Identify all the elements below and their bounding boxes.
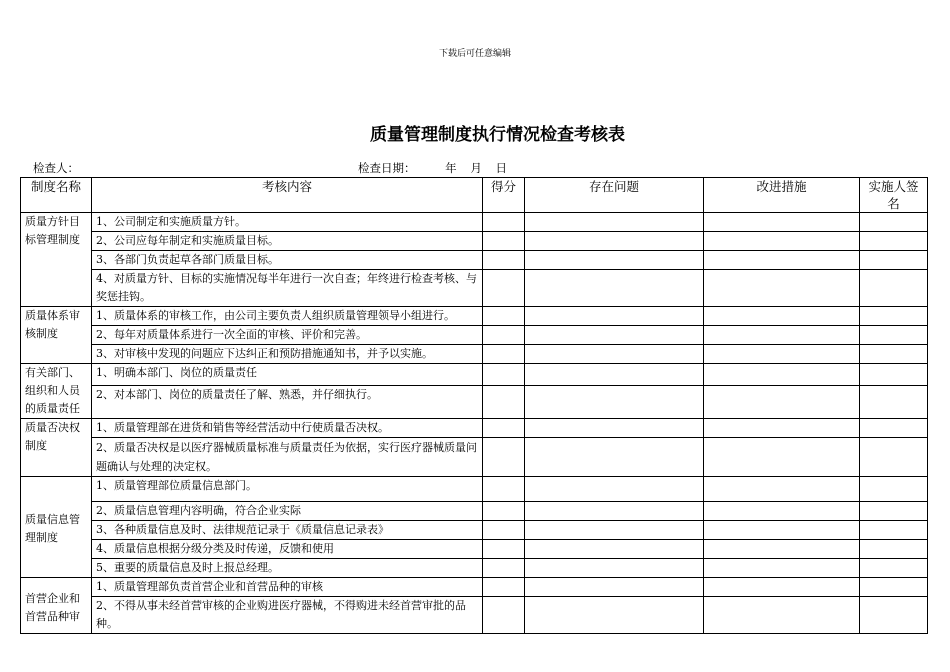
- improvements-cell[interactable]: [704, 597, 860, 634]
- content-item: 1、质量管理部位质量信息部门。: [92, 477, 483, 502]
- table-row: [21, 502, 928, 521]
- content-item: 3、各部门负责起草各部门质量目标。: [92, 251, 483, 270]
- problems-cell[interactable]: [525, 232, 704, 251]
- col-header-score: 得分: [483, 178, 525, 213]
- table-row: [21, 364, 928, 386]
- improvements-cell[interactable]: [704, 213, 860, 232]
- signature-cell[interactable]: [860, 307, 928, 326]
- score-cell[interactable]: [483, 540, 525, 559]
- score-cell[interactable]: [483, 438, 525, 477]
- improvements-cell[interactable]: [704, 521, 860, 540]
- signature-cell[interactable]: [860, 559, 928, 578]
- improvements-cell[interactable]: [704, 251, 860, 270]
- table-row: [21, 559, 928, 578]
- score-cell[interactable]: [483, 521, 525, 540]
- problems-cell[interactable]: [525, 386, 704, 419]
- system-name: 有关部门、组织和人员的质量责任: [21, 364, 92, 419]
- problems-cell[interactable]: [525, 251, 704, 270]
- table-row: [21, 270, 928, 307]
- table-row: [21, 540, 928, 559]
- content-item: 2、每年对质量体系进行一次全面的审核、评价和完善。: [92, 326, 483, 345]
- improvements-cell[interactable]: [704, 540, 860, 559]
- document-title: 质量管理制度执行情况检查考核表: [370, 125, 625, 145]
- table-row: [21, 419, 928, 438]
- signature-cell[interactable]: [860, 597, 928, 634]
- header-row: [21, 178, 928, 213]
- score-cell[interactable]: [483, 307, 525, 326]
- signature-cell[interactable]: [860, 213, 928, 232]
- col-header-improvements: 改进措施: [704, 178, 860, 213]
- signature-cell[interactable]: [860, 578, 928, 597]
- problems-cell[interactable]: [525, 213, 704, 232]
- problems-cell[interactable]: [525, 540, 704, 559]
- signature-cell[interactable]: [860, 364, 928, 386]
- score-cell[interactable]: [483, 270, 525, 307]
- score-cell[interactable]: [483, 386, 525, 419]
- col-header-signature: 实施人签名: [860, 178, 928, 213]
- problems-cell[interactable]: [525, 502, 704, 521]
- content-item: 5、重要的质量信息及时上报总经理。: [92, 559, 483, 578]
- score-cell[interactable]: [483, 597, 525, 634]
- problems-cell[interactable]: [525, 559, 704, 578]
- content-item: 1、质量管理部在进货和销售等经营活动中行使质量否决权。: [92, 419, 483, 438]
- score-cell[interactable]: [483, 477, 525, 502]
- problems-cell[interactable]: [525, 345, 704, 364]
- content-item: 1、质量管理部负责首营企业和首营品种的审核: [92, 578, 483, 597]
- table-row: [21, 578, 928, 597]
- system-name: 质量方针目标管理制度: [21, 213, 92, 307]
- table-row: [21, 477, 928, 502]
- system-name: 首营企业和首营品种审: [21, 578, 92, 634]
- improvements-cell[interactable]: [704, 578, 860, 597]
- content-item: 1、明确本部门、岗位的质量责任: [92, 364, 483, 386]
- signature-cell[interactable]: [860, 345, 928, 364]
- content-item: 2、质量信息管理内容明确，符合企业实际: [92, 502, 483, 521]
- improvements-cell[interactable]: [704, 559, 860, 578]
- improvements-cell[interactable]: [704, 386, 860, 419]
- table-row: [21, 597, 928, 634]
- table-row: [21, 438, 928, 477]
- signature-cell[interactable]: [860, 270, 928, 307]
- signature-cell[interactable]: [860, 419, 928, 438]
- table-row: [21, 307, 928, 326]
- improvements-cell[interactable]: [704, 270, 860, 307]
- system-name: 质量否决权制度: [21, 419, 92, 477]
- score-cell[interactable]: [483, 326, 525, 345]
- table-row: [21, 232, 928, 251]
- problems-cell[interactable]: [525, 270, 704, 307]
- improvements-cell[interactable]: [704, 307, 860, 326]
- content-item: 3、对审核中发现的问题应下达纠正和预防措施通知书，并予以实施。: [92, 345, 483, 364]
- improvements-cell[interactable]: [704, 232, 860, 251]
- signature-cell[interactable]: [860, 477, 928, 502]
- inspector-label: 检查人：: [33, 161, 79, 175]
- table-row: [21, 213, 928, 232]
- score-cell[interactable]: [483, 345, 525, 364]
- score-cell[interactable]: [483, 559, 525, 578]
- col-header-system: 制度名称: [21, 178, 92, 213]
- col-header-problems: 存在问题: [525, 178, 704, 213]
- content-item: 1、公司制定和实施质量方针。: [92, 213, 483, 232]
- content-item: 4、质量信息根据分级分类及时传递，反馈和使用: [92, 540, 483, 559]
- table-row: [21, 386, 928, 419]
- problems-cell[interactable]: [525, 521, 704, 540]
- signature-cell[interactable]: [860, 521, 928, 540]
- signature-cell[interactable]: [860, 502, 928, 521]
- signature-cell[interactable]: [860, 326, 928, 345]
- score-cell[interactable]: [483, 213, 525, 232]
- improvements-cell[interactable]: [704, 419, 860, 438]
- date-field: [358, 160, 511, 176]
- problems-cell[interactable]: [525, 477, 704, 502]
- score-cell[interactable]: [483, 578, 525, 597]
- col-header-content: 考核内容: [92, 178, 483, 213]
- date-day: 日: [495, 161, 507, 175]
- date-label: 检查日期：: [358, 161, 416, 175]
- content-item: 3、各种质量信息及时、法律规范记录于《质量信息记录表》: [92, 521, 483, 540]
- assessment-table: [20, 177, 928, 634]
- problems-cell[interactable]: [525, 364, 704, 386]
- problems-cell[interactable]: [525, 578, 704, 597]
- header-note: 下载后可任意编辑: [438, 49, 511, 59]
- improvements-cell[interactable]: [704, 345, 860, 364]
- score-cell[interactable]: [483, 502, 525, 521]
- system-name: 质量体系审核制度: [21, 307, 92, 364]
- improvements-cell[interactable]: [704, 438, 860, 477]
- content-item: 4、对质量方针、目标的实施情况每半年进行一次自查；年终进行检查考核、与奖惩挂钩。: [92, 270, 483, 307]
- score-cell[interactable]: [483, 419, 525, 438]
- content-item: 2、公司应每年制定和实施质量目标。: [92, 232, 483, 251]
- table-row: [21, 326, 928, 345]
- content-item: 1、质量体系的审核工作，由公司主要负责人组织质量管理领导小组进行。: [92, 307, 483, 326]
- system-name: 质量信息管理制度: [21, 477, 92, 578]
- content-item: 2、对本部门、岗位的质量责任了解、熟悉，并仔细执行。: [92, 386, 483, 419]
- problems-cell[interactable]: [525, 597, 704, 634]
- table-row: [21, 521, 928, 540]
- problems-cell[interactable]: [525, 307, 704, 326]
- improvements-cell[interactable]: [704, 326, 860, 345]
- problems-cell[interactable]: [525, 438, 704, 477]
- content-item: 2、不得从事未经首营审核的企业购进医疗器械，不得购进未经首营审批的品种。: [92, 597, 483, 634]
- improvements-cell[interactable]: [704, 502, 860, 521]
- signature-cell[interactable]: [860, 386, 928, 419]
- date-month: 月: [470, 161, 482, 175]
- score-cell[interactable]: [483, 364, 525, 386]
- score-cell[interactable]: [483, 232, 525, 251]
- signature-cell[interactable]: [860, 232, 928, 251]
- inspector-field: [33, 160, 79, 176]
- signature-cell[interactable]: [860, 251, 928, 270]
- content-item: 2、质量否决权是以医疗器械质量标准与质量责任为依据，实行医疗器械质量问题确认与处理的决定权。: [92, 438, 483, 477]
- table-row: [21, 345, 928, 364]
- table-row: [21, 251, 928, 270]
- problems-cell[interactable]: [525, 326, 704, 345]
- improvements-cell[interactable]: [704, 364, 860, 386]
- score-cell[interactable]: [483, 251, 525, 270]
- improvements-cell[interactable]: [704, 477, 860, 502]
- signature-cell[interactable]: [860, 438, 928, 477]
- date-year: 年: [445, 161, 457, 175]
- problems-cell[interactable]: [525, 419, 704, 438]
- signature-cell[interactable]: [860, 540, 928, 559]
